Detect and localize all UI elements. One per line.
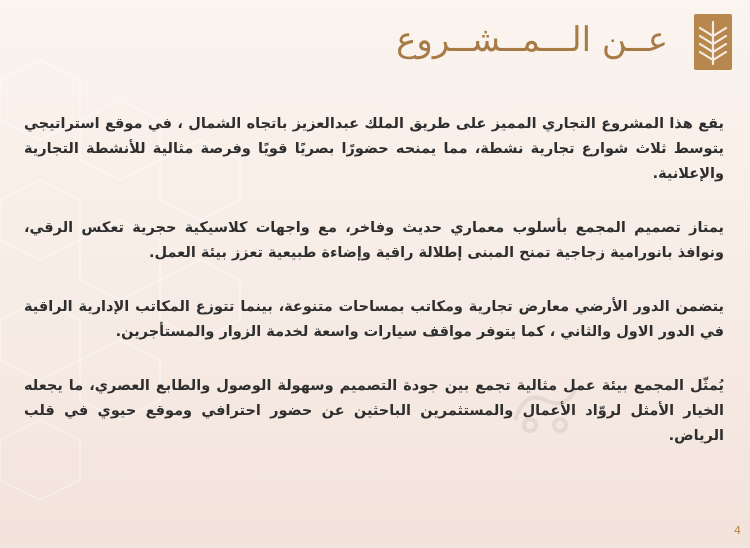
paragraph-location: يقع هذا المشروع التجاري المميز على طريق الملك عبدالعزيز باتجاه الشمال ، في موقع استراتيجي يتوسط ثلاث شوارع تجارية نشطة، مما يمنحه حضورًا بصريًا قويًا وفرصة مثالية للأنشطة التجارية والإعلانية. <box>24 116 724 182</box>
about-content <box>24 112 724 478</box>
paragraph-design: يمتاز تصميم المجمع بأسلوب معماري حديث وفاخر، مع واجهات كلاسيكية حجرية تعكس الرقي، ونوافذ بانورامية زجاجية تمنح المبنى إطلالة راقية وإضاءة طبيعية تعزز بيئة العمل. <box>24 220 724 261</box>
watermark-logo <box>505 380 585 440</box>
page-number: 4 <box>734 524 741 537</box>
page-title: عــن الـــمــشــروع <box>396 20 668 60</box>
paragraph-floors: يتضمن الدور الأرضي معارض تجارية ومكاتب بمساحات متنوعة، بينما تتوزع المكاتب الإدارية الراقية في الدور الاول والثاني ، كما يتوفر مواقف سيارات واسعة لخدمة الزوار والمستأجرين. <box>24 299 724 340</box>
wheat-emblem-icon <box>694 14 732 70</box>
header <box>0 0 750 90</box>
paragraph-summary: يُمثّل المجمع بيئة عمل مثالية تجمع بين جودة التصميم وسهولة الوصول والطابع العصري، ما يجعله الخيار الأمثل لروّاد الأعمال والمستثمرين الباحثين عن حضور احترافي وموقع حيوي في قلب الرياض. <box>24 378 724 444</box>
